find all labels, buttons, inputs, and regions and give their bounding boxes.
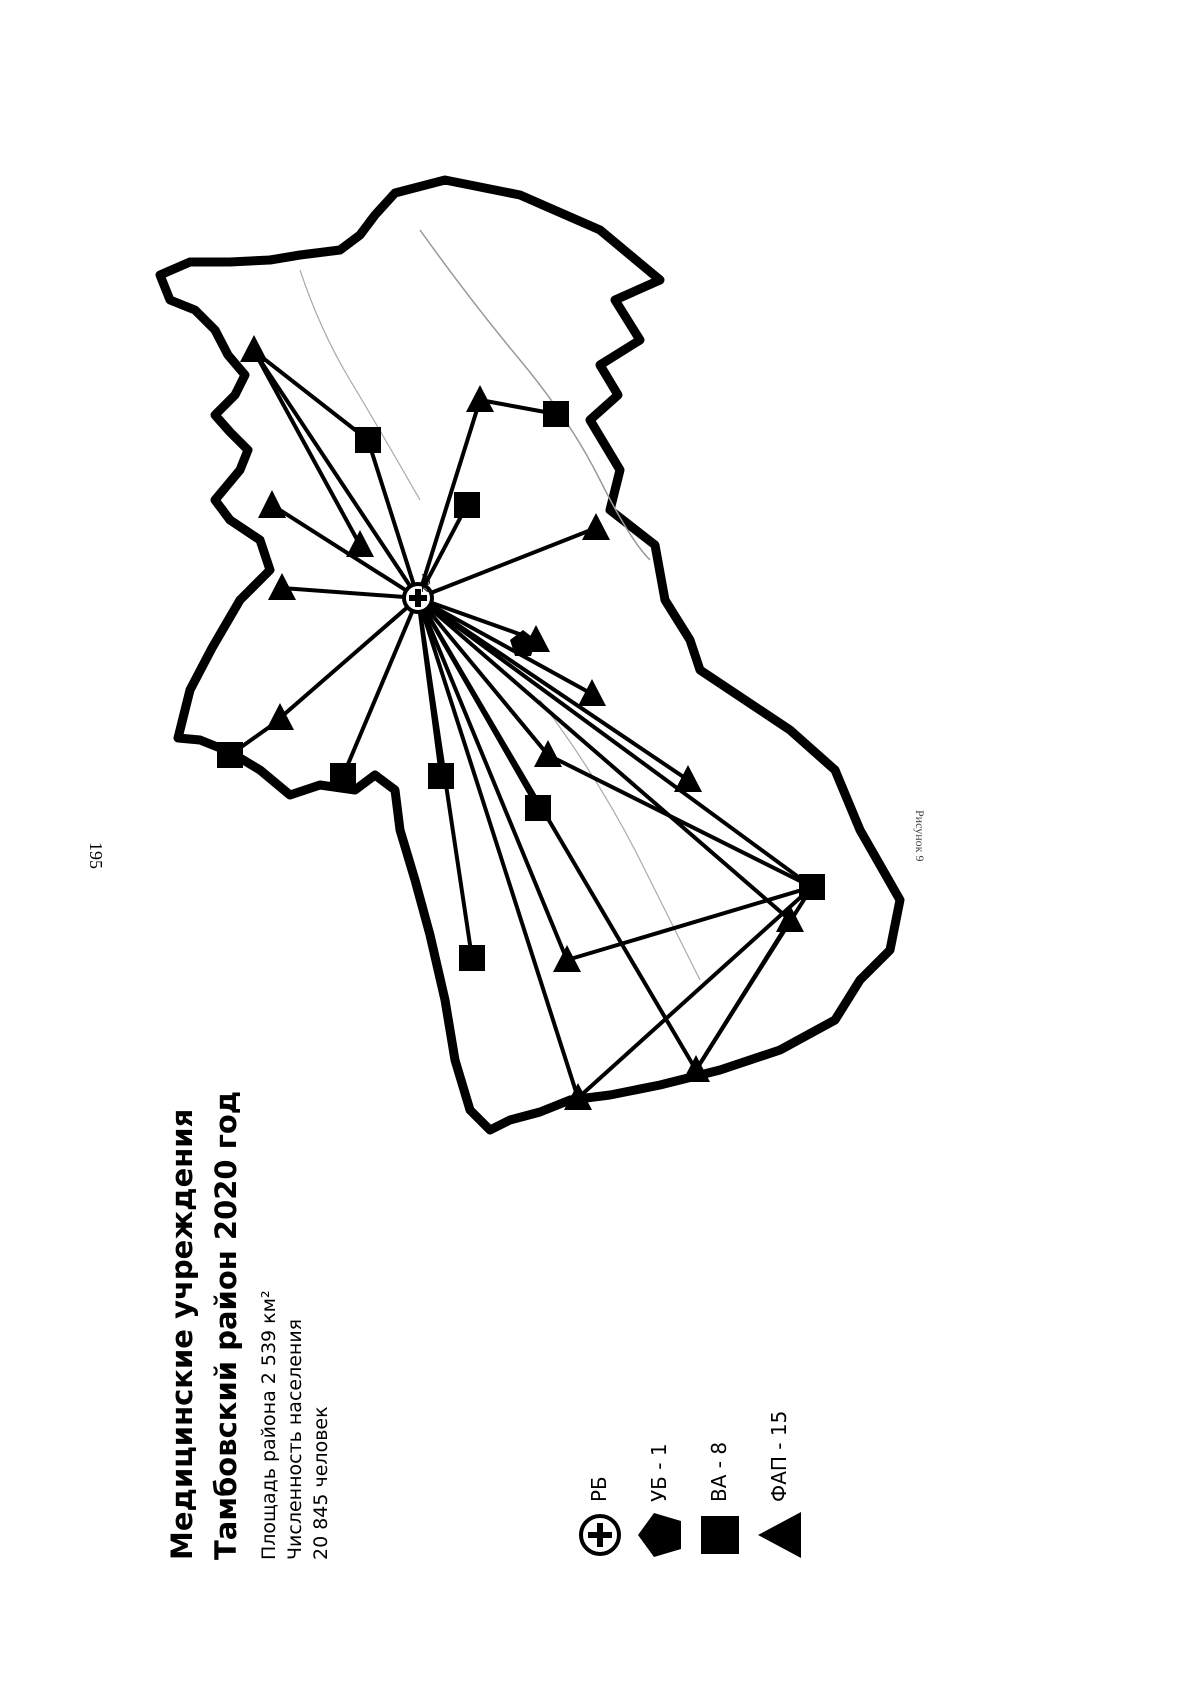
connection-line [368, 440, 418, 598]
connection-line [282, 588, 418, 598]
triangle-icon [755, 1510, 805, 1560]
connection-line [254, 351, 418, 598]
cross-circle-icon [575, 1510, 625, 1560]
legend-item-fap [755, 1260, 805, 1560]
area-text: Площадь района 2 539 км² [258, 1290, 280, 1560]
va-marker [543, 401, 569, 427]
legend-label-va: ВА - 8 [707, 1441, 731, 1502]
page-number: 195 [86, 842, 106, 869]
connection-line [280, 598, 418, 718]
legend-item-va [695, 1260, 745, 1560]
legend-item-ub [635, 1260, 685, 1560]
connection-line [418, 598, 790, 920]
fap-marker [346, 530, 374, 557]
va-marker [799, 874, 825, 900]
va-marker [525, 795, 551, 821]
center-label: 722 [419, 572, 432, 593]
title-block [160, 1040, 334, 1560]
figure-caption: Рисунок 9 [913, 810, 927, 862]
va-marker [330, 763, 356, 789]
fap-marker [674, 765, 702, 792]
connection-lines [230, 351, 812, 1098]
va-marker [217, 742, 243, 768]
connection-line [254, 351, 368, 440]
connection-line [567, 887, 812, 960]
legend-label-ub: УБ - 1 [647, 1443, 671, 1502]
title-line-1: Медицинские учреждения [165, 1108, 199, 1560]
fap-marker [466, 385, 494, 412]
connection-line [418, 598, 696, 1070]
fap-marker [582, 513, 610, 540]
legend-item-rb [575, 1260, 625, 1560]
va-marker [459, 945, 485, 971]
title-line-2: Тамбовский район 2020 год [209, 1090, 243, 1560]
pentagon-icon [635, 1510, 685, 1560]
central-hospital-cross-h [409, 595, 427, 601]
va-marker [454, 492, 480, 518]
legend-label-rb: РБ [587, 1476, 611, 1502]
legend [575, 1240, 815, 1560]
fap-marker [258, 490, 286, 518]
population-label: Численность населения [284, 1318, 306, 1560]
va-marker [428, 763, 454, 789]
fap-marker [240, 335, 268, 362]
connection-line [343, 598, 418, 776]
va-marker [355, 427, 381, 453]
fap-marker [268, 573, 296, 600]
legend-label-fap: ФАП - 15 [767, 1410, 791, 1502]
population-value: 20 845 человек [310, 1406, 332, 1560]
square-icon [695, 1510, 745, 1560]
fap-marker [578, 679, 606, 706]
fap-marker [682, 1055, 710, 1082]
connection-line [418, 528, 596, 598]
